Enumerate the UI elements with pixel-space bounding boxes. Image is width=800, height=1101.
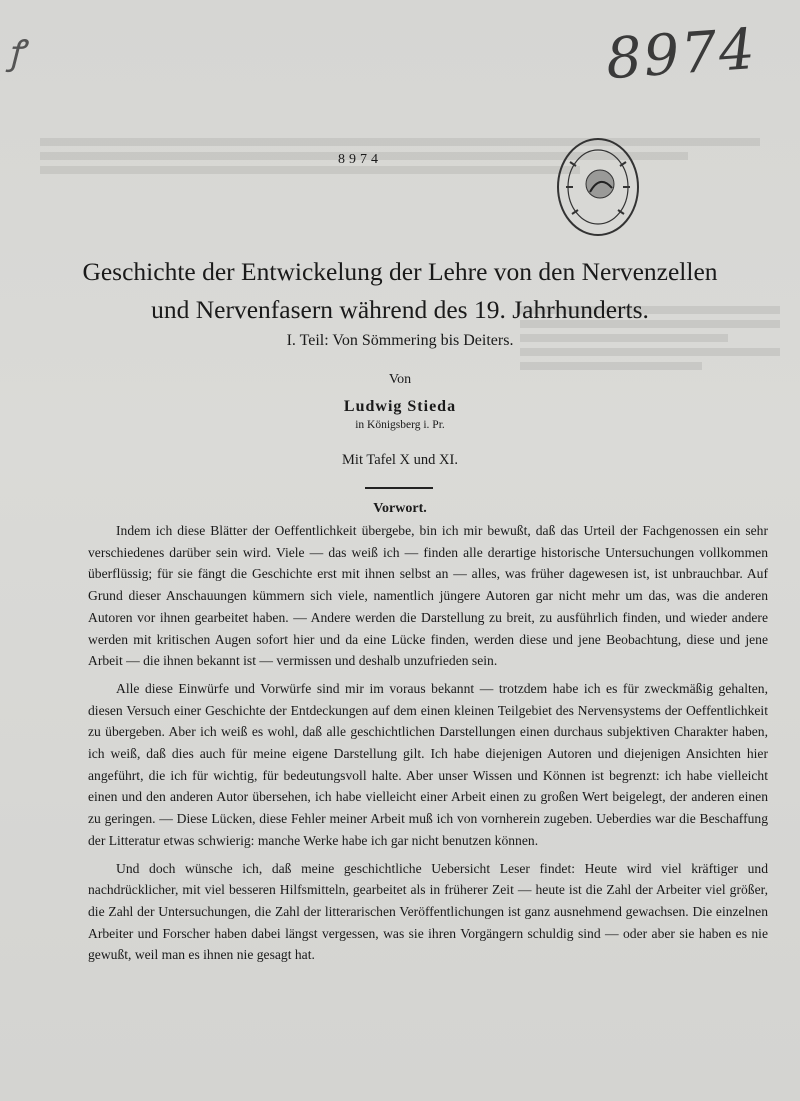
author-name: Ludwig Stieda — [343, 398, 457, 415]
corner-handwritten-mark: ꝭ — [8, 35, 25, 72]
paragraph: Und doch wünsche ich, daß meine geschichtliche Uebersicht Leser findet: Heute wird viel kräftiger und nachdrücklicher, mit viel besseren Hilfsmitteln, gearbeitet als in früherer Zeit — heute ist die Zahl der Arbeiter viel größer, die Zahl der Untersuchungen, die Zahl der litterarischen Veröffentlichungen ist ganz ausnehmend gewachsen. Die einzelnen Arbeiter und Forscher haben dabei längst vergessen, was sie ihren Vorgängern schuldig sind — oder aber sie haben es nie gewußt, weil man es ihnen nie gesagt hat. — [88, 860, 768, 963]
handwritten-catalog-number: 8974 — [603, 16, 759, 93]
title-line-2: und Nervenfasern während des 19. Jahrhunderts. — [151, 295, 649, 324]
bleed-through-text — [40, 132, 760, 180]
paragraph: Indem ich diese Blätter der Oeffentlichkeit übergebe, bin ich mir bewußt, daß das Urteil der Fachgenossen ein sehr verschiedenes darüber sein wird. Viele — das weiß ich — finden alle derartige historische Untersuchungen vollkommen überflüssig; für sie fängt die Geschichte erst mit ihnen selbst an — alles, was früher dagewesen ist, ist unbrauchbar. Auf Grund dieser Anschauungen kümmern sich viele, namentlich jüngere Autoren gar nicht mehr um das, was die anderen Autoren vor ihnen gearbeitet haben. — Andere werden die Darstellung zu breit, zu ausführlich finden, und wieder andere werden mit kritischen Augen sofort hier und da eine Lücke finden, werden diese und jene Beobachtung, diese und jene Arbeit — die ihnen bekannt ist — vermissen und deshalb unzufrieden sein. — [88, 523, 768, 669]
preface-body — [88, 520, 768, 966]
subtitle: I. Teil: Von Sömmering bis Deiters. — [286, 332, 514, 349]
library-stamp-icon — [548, 132, 648, 242]
byline-von: Von — [388, 372, 412, 387]
printed-catalog-number: 8974 — [338, 152, 382, 167]
paragraph: Alle diese Einwürfe und Vorwürfe sind mir im voraus bekannt — trotzdem habe ich es für zweckmäßig gehalten, diesen Versuch einer Geschichte der Entdeckungen auf dem einen kleinen Teilgebiet des Nervensystems der Oeffentlichkeit zu übergeben. Aber ich weiß es wohl, daß alle geschichtlichen Darstellungen einen durchaus subjektiven Charakter haben, ich weiß, daß dies auch für meine eigene Darstellung gilt. Ich habe diejenigen Autoren und diejenigen Ansichten hier angeführt, die ich für wichtig, für bedeutungsvoll halte. Aber unser Wissen und Können ist begrenzt: ich habe vielleicht einen und den anderen Autor übersehen, ich habe vielleicht einer Arbeit einen zu großen Wert beigelegt, der anderen einen zu geringen. — Diese Lücken, diese Fehler meiner Arbeit muß ich von vornherein zugeben. Ueberdies war die Beschaffung der Litteratur etwas schwierig: manche Werke habe ich gar nicht benutzen können. — [88, 680, 768, 848]
divider-rule — [365, 487, 433, 489]
plates-note: Mit Tafel X und XI. — [342, 452, 458, 468]
title-line-1: Geschichte der Entwickelung der Lehre von den Nervenzellen — [82, 257, 718, 286]
author-affiliation: in Königsberg i. Pr. — [355, 419, 445, 431]
section-heading: Vorwort. — [373, 501, 427, 516]
